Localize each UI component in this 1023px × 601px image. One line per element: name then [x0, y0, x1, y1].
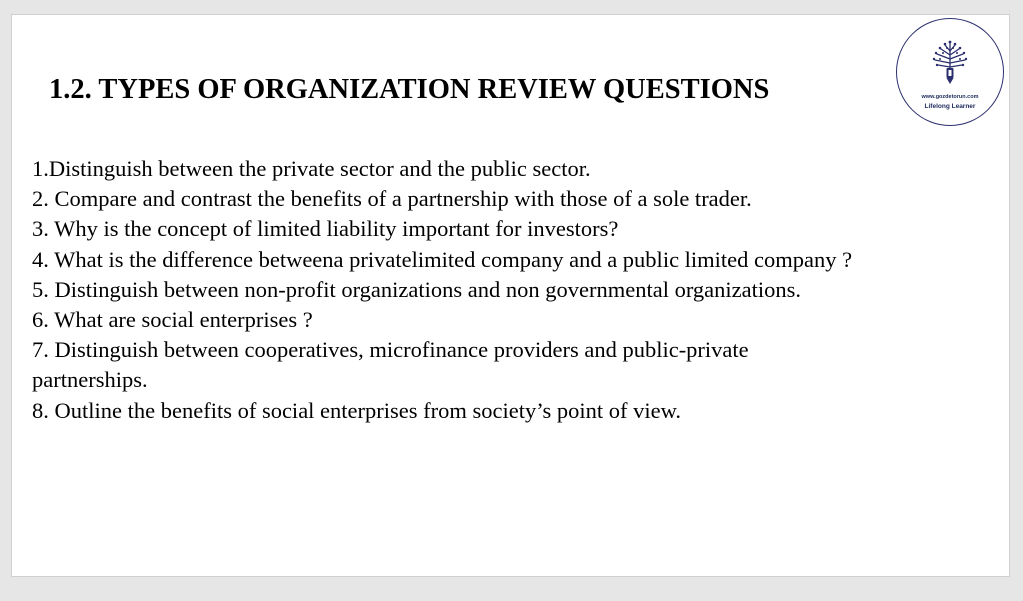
- question-item: 3. Why is the concept of limited liability important for investors?: [32, 216, 619, 242]
- logo-badge: [896, 18, 1004, 126]
- question-item: 4. What is the difference betweena privatelimited company and a public limited company ?: [32, 246, 853, 272]
- question-item: 8. Outline the benefits of social enterprises from society’s point of view.: [32, 397, 682, 423]
- question-item: 5. Distinguish between non-profit organizations and non governmental organizations.: [32, 276, 802, 302]
- logo-url-text: www.gozdetorun.com: [921, 94, 979, 100]
- question-item: 7. Distinguish between cooperatives, microfinance providers and public-private partnerships.: [32, 337, 749, 393]
- question-item: 6. What are social enterprises ?: [32, 307, 313, 333]
- question-list: [32, 154, 992, 426]
- question-item: 1.Distinguish between the private sector and the public sector.: [32, 156, 591, 181]
- logo-tagline: Lifelong Learner: [924, 103, 976, 110]
- slide: [11, 14, 1010, 577]
- question-item: 2. Compare and contrast the benefits of a partnership with those of a sole trader.: [32, 186, 752, 212]
- brain-tree-pencil-icon: [929, 39, 971, 85]
- slide-title: 1.2. TYPES OF ORGANIZATION REVIEW QUESTIONS: [49, 74, 770, 105]
